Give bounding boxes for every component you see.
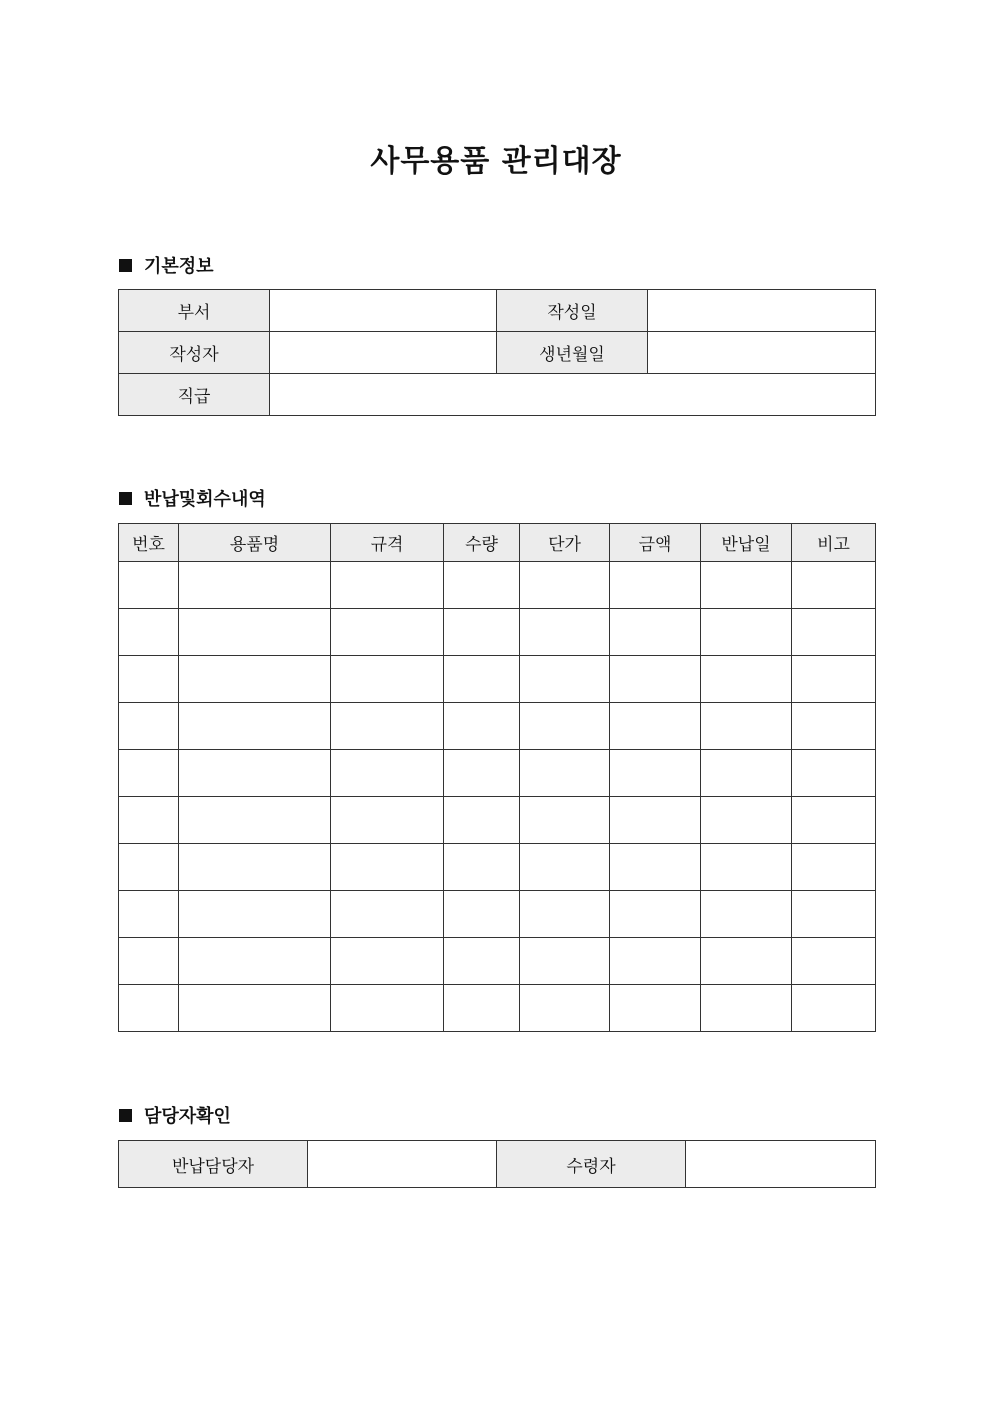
cell-unit-price[interactable] [520, 938, 610, 985]
cell-number[interactable] [119, 797, 179, 844]
table-row [119, 332, 876, 374]
cell-note[interactable] [792, 562, 876, 609]
column-header-note: 비고 [792, 524, 876, 562]
square-bullet-icon [119, 259, 132, 272]
cell-unit-price[interactable] [520, 797, 610, 844]
birth-date-label: 생년월일 [497, 332, 648, 374]
cell-spec[interactable] [331, 985, 444, 1032]
cell-amount[interactable] [610, 609, 701, 656]
cell-note[interactable] [792, 656, 876, 703]
table-row [119, 891, 876, 938]
section-heading-basic-info [119, 253, 214, 277]
cell-item-name[interactable] [179, 609, 331, 656]
cell-amount[interactable] [610, 844, 701, 891]
cell-unit-price[interactable] [520, 844, 610, 891]
cell-amount[interactable] [610, 656, 701, 703]
cell-unit-price[interactable] [520, 891, 610, 938]
cell-note[interactable] [792, 797, 876, 844]
cell-spec[interactable] [331, 891, 444, 938]
cell-amount[interactable] [610, 938, 701, 985]
cell-quantity[interactable] [444, 609, 520, 656]
column-header-return-date: 반납일 [701, 524, 792, 562]
column-header-unit-price: 단가 [520, 524, 610, 562]
cell-amount[interactable] [610, 985, 701, 1032]
cell-quantity[interactable] [444, 797, 520, 844]
cell-return-date[interactable] [701, 656, 792, 703]
cell-amount[interactable] [610, 703, 701, 750]
table-row [119, 750, 876, 797]
cell-return-date[interactable] [701, 891, 792, 938]
cell-spec[interactable] [331, 844, 444, 891]
cell-item-name[interactable] [179, 703, 331, 750]
cell-item-name[interactable] [179, 938, 331, 985]
cell-quantity[interactable] [444, 938, 520, 985]
cell-note[interactable] [792, 750, 876, 797]
cell-spec[interactable] [331, 656, 444, 703]
cell-unit-price[interactable] [520, 985, 610, 1032]
cell-note[interactable] [792, 985, 876, 1032]
cell-note[interactable] [792, 609, 876, 656]
cell-quantity[interactable] [444, 656, 520, 703]
cell-return-date[interactable] [701, 844, 792, 891]
table-row [119, 562, 876, 609]
cell-spec[interactable] [331, 797, 444, 844]
birth-date-field[interactable] [648, 332, 876, 374]
cell-number[interactable] [119, 656, 179, 703]
cell-return-date[interactable] [701, 938, 792, 985]
section-heading-text: 담당자확인 [144, 1106, 231, 1127]
department-label: 부서 [119, 290, 270, 332]
page-title: 사무용품 관리대장 [370, 144, 622, 179]
cell-quantity[interactable] [444, 750, 520, 797]
section-heading-text: 반납및회수내역 [144, 489, 266, 510]
cell-return-date[interactable] [701, 750, 792, 797]
cell-quantity[interactable] [444, 844, 520, 891]
position-field[interactable] [270, 374, 876, 416]
table-row [119, 290, 876, 332]
cell-amount[interactable] [610, 891, 701, 938]
basic-info-table [118, 289, 876, 416]
cell-return-date[interactable] [701, 562, 792, 609]
table-row [119, 985, 876, 1032]
table-row [119, 703, 876, 750]
cell-quantity[interactable] [444, 562, 520, 609]
cell-quantity[interactable] [444, 703, 520, 750]
cell-note[interactable] [792, 703, 876, 750]
cell-spec[interactable] [331, 609, 444, 656]
table-row [119, 609, 876, 656]
cell-note[interactable] [792, 844, 876, 891]
cell-spec[interactable] [331, 750, 444, 797]
cell-item-name[interactable] [179, 797, 331, 844]
cell-unit-price[interactable] [520, 609, 610, 656]
cell-item-name[interactable] [179, 844, 331, 891]
date-label: 작성일 [497, 290, 648, 332]
table-row [119, 938, 876, 985]
section-heading-return-history [119, 486, 266, 510]
cell-amount[interactable] [610, 562, 701, 609]
confirmation-table [118, 1140, 876, 1188]
cell-unit-price[interactable] [520, 656, 610, 703]
section-heading-text: 기본정보 [144, 256, 214, 277]
cell-number[interactable] [119, 938, 179, 985]
column-header-item-name: 용품명 [179, 524, 331, 562]
cell-amount[interactable] [610, 750, 701, 797]
cell-note[interactable] [792, 938, 876, 985]
cell-number[interactable] [119, 703, 179, 750]
cell-item-name[interactable] [179, 891, 331, 938]
cell-return-date[interactable] [701, 609, 792, 656]
square-bullet-icon [119, 1109, 132, 1122]
author-label: 작성자 [119, 332, 270, 374]
cell-item-name[interactable] [179, 750, 331, 797]
cell-number[interactable] [119, 985, 179, 1032]
table-header-row [119, 524, 876, 562]
return-manager-field[interactable] [308, 1141, 497, 1188]
square-bullet-icon [119, 492, 132, 505]
cell-unit-price[interactable] [520, 750, 610, 797]
cell-unit-price[interactable] [520, 703, 610, 750]
cell-spec[interactable] [331, 562, 444, 609]
cell-return-date[interactable] [701, 985, 792, 1032]
table-row [119, 797, 876, 844]
column-header-number: 번호 [119, 524, 179, 562]
return-manager-label: 반납담당자 [119, 1141, 308, 1188]
table-row [119, 1141, 876, 1188]
cell-number[interactable] [119, 891, 179, 938]
cell-spec[interactable] [331, 938, 444, 985]
cell-number[interactable] [119, 562, 179, 609]
cell-return-date[interactable] [701, 703, 792, 750]
column-header-spec: 규격 [331, 524, 444, 562]
position-label: 직급 [119, 374, 270, 416]
cell-item-name[interactable] [179, 562, 331, 609]
department-field[interactable] [270, 290, 497, 332]
cell-amount[interactable] [610, 797, 701, 844]
date-field[interactable] [648, 290, 876, 332]
column-header-quantity: 수량 [444, 524, 520, 562]
table-row [119, 844, 876, 891]
cell-number[interactable] [119, 844, 179, 891]
cell-quantity[interactable] [444, 985, 520, 1032]
cell-return-date[interactable] [701, 797, 792, 844]
cell-number[interactable] [119, 609, 179, 656]
receiver-label: 수령자 [497, 1141, 686, 1188]
cell-item-name[interactable] [179, 985, 331, 1032]
cell-quantity[interactable] [444, 891, 520, 938]
author-field[interactable] [270, 332, 497, 374]
cell-item-name[interactable] [179, 656, 331, 703]
return-history-table [118, 523, 876, 1032]
cell-spec[interactable] [331, 703, 444, 750]
column-header-amount: 금액 [610, 524, 701, 562]
table-row [119, 374, 876, 416]
section-heading-confirmation [119, 1103, 231, 1127]
receiver-field[interactable] [686, 1141, 876, 1188]
cell-unit-price[interactable] [520, 562, 610, 609]
cell-note[interactable] [792, 891, 876, 938]
table-row [119, 656, 876, 703]
cell-number[interactable] [119, 750, 179, 797]
